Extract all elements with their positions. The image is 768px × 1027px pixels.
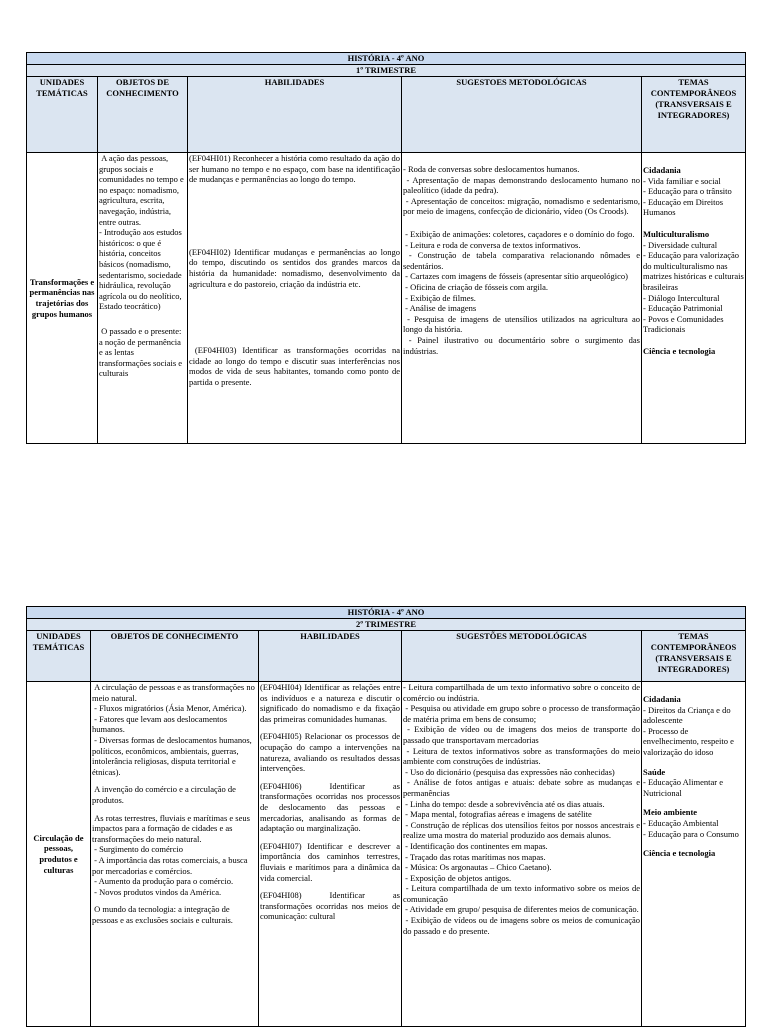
object-item: O mundo da tecnologia: a integração de pessoas e as exclusões sociais e culturais. [92, 904, 233, 925]
theme-item: - Diversidade cultural [643, 239, 718, 250]
objects-cell [98, 153, 188, 444]
themes-cell [642, 153, 746, 444]
suggestion-item: - Oficina de criação de fósseis com argila. [403, 281, 548, 292]
skill-item: (EF04HI08) Identificar as transformações ocorridas nos meios de comunicação: cultural [260, 890, 403, 922]
object-item: - Fluxos migratórios (Ásia Menor, América). [92, 703, 247, 714]
suggestion-item: - Pesquisa de imagens de utensílios utilizados na agricultura ao longo da história. [403, 313, 643, 335]
trimester-label: 2º TRIMESTRE [27, 619, 746, 631]
suggestions-cell [402, 682, 642, 1027]
suggestions-cell [402, 153, 642, 444]
suggestion-item: - Música: Os argonautas – Chico Caetano). [403, 862, 552, 873]
suggestion-item: - Construção de réplicas dos utensílios feitos por nossos ancestrais e realize uma mostra do material produzido aos demais alunos. [403, 819, 643, 841]
trimester-label: 1º TRIMESTRE [27, 65, 746, 77]
suggestion-item: - Painel ilustrativo ou documentário sobre o surgimento das indústrias. [403, 334, 643, 356]
header-unidades: UNIDADES TEMÁTICAS [27, 77, 98, 153]
skill-item: (EF04HI02) Identificar mudanças e permanências ao longo do tempo, discutindo os sentidos dos grandes marcos da história da humanidade: nomadismo, desenvolvimento da agricultura e do pastoreio, criação da indústria etc. [189, 246, 403, 289]
suggestion-item: - Leitura compartilhada de um texto informativo sobre os meios de comunicação [403, 883, 643, 904]
object-item: O passado e o presente: a noção de permanência e as lentas transformações sociais e culturais [99, 325, 185, 379]
plan-table-2nd-trimester [26, 606, 746, 1027]
table-title: HISTÓRIA - 4º ANO [27, 607, 746, 619]
skill-item: (EF04HI03) Identificar as transformações ocorridas na cidade ao longo do tempo e discutir suas interferências nos modos de vida de seus habitantes, tomando como ponto de partida o presente. [189, 345, 403, 387]
theme-heading: Saúde [643, 766, 666, 777]
theme-heading: Multiculturalismo [643, 228, 710, 239]
suggestion-item: - Leitura e roda de conversa de textos informativos. [403, 239, 581, 250]
themes-cell [642, 682, 746, 1027]
suggestion-item: - Traçado das rotas marítimas nos mapas. [403, 851, 546, 862]
theme-heading: Ciência e tecnologia [643, 345, 716, 356]
table-title: HISTÓRIA - 4º ANO [27, 53, 746, 65]
header-objetos: OBJETOS DE CONHECIMENTO [98, 77, 188, 153]
suggestion-item: - Identificação dos continentes em mapas. [403, 840, 548, 851]
object-item: - Introdução aos estudos históricos: o que é história, conceitos básicos (nomadismo, sedentarismo, sociedade hidráulica, revolução agrícola ou do neolítico, Estado teocrático) [99, 227, 184, 312]
theme-item: - Educação para o trânsito [643, 186, 732, 197]
theme-item: - Povos e Comunidades Tradicionais [643, 313, 726, 335]
theme-heading: Cidadania [643, 165, 681, 175]
suggestion-item: - Análise de fotos antigas e atuais: debate sobre as mudanças e permanências [403, 777, 643, 798]
theme-item: - Educação para o Consumo [643, 828, 739, 839]
skills-cell [188, 153, 402, 444]
theme-item: - Educação Alimentar e Nutricional [643, 777, 726, 798]
suggestion-item: - Leitura de textos informativos sobre as transformações do meio ambiente com construções de indústrias. [403, 745, 643, 767]
suggestion-item: - Exibição de vídeo ou de imagens dos meios de transporte do passado que transportavam mercadorias [403, 724, 643, 745]
header-temas: TEMAS CONTEMPORÂNEOS (TRANSVERSAIS E INTEGRADORES) [642, 77, 746, 153]
header-sugestoes: SUGESTOES METODOLÓGICAS [402, 77, 642, 153]
theme-item: - Vida familiar e social [643, 175, 721, 186]
suggestion-item: - Exibição de vídeos ou de imagens sobre os meios de comunicação do passado e do presente. [403, 915, 643, 936]
suggestion-item: - Cartazes com imagens de fósseis (apresentar sítio arqueológico) [403, 271, 628, 282]
skill-item: (EF04HI06) Identificar as transformações ocorridas nos processos de deslocamento das pessoas e mercadorias, analisando as formas de adaptação ou marginalização. [260, 780, 403, 834]
skill-item: (EF04HI04) Identificar as relações entre os indivíduos e a natureza e discutir o significado do nomadismo e da fixação das primeiras comunidades humanas. [260, 682, 403, 724]
suggestion-item: - Uso do dicionário (pesquisa das expressões não conhecidas) [403, 766, 615, 777]
theme-heading: Cidadania [643, 694, 681, 704]
objects-cell [91, 682, 259, 1027]
object-item: - Aumento da produção para o comércio. [92, 876, 234, 887]
suggestion-item: - Exposição de objetos antigos. [403, 872, 512, 883]
suggestion-item: - Apresentação de mapas demonstrando deslocamento humano no paleolítico (idade da pedra). [403, 174, 643, 196]
unit-cell: Transformações e permanências nas trajetórias dos grupos humanos [27, 153, 98, 444]
header-temas: TEMAS CONTEMPORÂNEOS (TRANSVERSAIS E INTEGRADORES) [642, 631, 746, 682]
object-item: A invenção do comércio e a circulação de produtos. [92, 784, 239, 805]
object-item: - A importância das rotas comerciais, a busca por mercadorias e comércios. [92, 854, 250, 876]
object-item: As rotas terrestres, fluviais e marítimas e seus impactos para a formação de cidades e as transformações do meio natural. [92, 812, 253, 844]
theme-item: - Diálogo Intercultural [643, 292, 720, 303]
skill-item: (EF04HI05) Relacionar os processos de ocupação do campo a intervenções na natureza, avaliando os resultados dessas intervenções. [260, 731, 403, 774]
suggestion-item: - Mapa mental, fotografias aéreas e imagens de satélite [403, 809, 592, 820]
suggestion-item: - Apresentação de conceitos: migração, nomadismo e sedentarismo, por meio de imagens, confecção de dicionário, vídeo (Os Croods). [403, 195, 643, 217]
object-item: - Novos produtos vindos da América. [92, 886, 222, 897]
suggestion-item: - Análise de imagens [403, 303, 477, 314]
suggestion-item: - Exibição de animações: coletores, caçadores e o domínio do fogo. [403, 228, 635, 239]
object-item: - Fatores que levam aos deslocamentos humanos. [92, 713, 230, 735]
header-habilidades: HABILIDADES [188, 77, 402, 153]
theme-item: - Direitos da Criança e do adolescente [643, 704, 733, 726]
suggestion-item: - Leitura compartilhada de um texto informativo sobre o conceito de comércio ou indústria. [403, 682, 643, 703]
suggestion-item: - Pesquisa ou atividade em grupo sobre o processo de transformação de matéria prima em bens de consumo; [403, 703, 643, 724]
suggestion-item: - Linha do tempo: desde a sobrevivência até os dias atuais. [403, 798, 605, 809]
theme-item: - Educação para valorização do multiculturalismo nas matrizes históricas e culturais brasileiras [643, 250, 746, 292]
skill-item: (EF04HI07) Identificar e descrever a importância dos caminhos terrestres, fluviais e marítimos para a dinâmica da vida comercial. [260, 840, 403, 883]
suggestion-item: - Construção de tabela comparativa relacionando nômades e sedentários. [403, 250, 643, 271]
header-sugestoes: SUGESTÕES METODOLÓGICAS [402, 631, 642, 682]
suggestion-item: - Roda de conversas sobre deslocamentos humanos. [403, 164, 580, 174]
object-item: - Surgimento do comércio [92, 844, 183, 855]
header-unidades: UNIDADES TEMÁTICAS [27, 631, 91, 682]
suggestion-item: - Exibição de filmes. [403, 292, 476, 303]
unit-cell: Circulação de pessoas, produtos e culturas [27, 682, 91, 1027]
theme-heading: Meio ambiente [643, 807, 698, 818]
theme-item: - Educação Ambiental [643, 817, 719, 828]
header-habilidades: HABILIDADES [259, 631, 402, 682]
theme-item: - Processo de envelhecimento, respeito e valorização do idoso [643, 725, 736, 757]
suggestion-item: - Atividade em grupo/ pesquisa de diferentes meios de comunicação. [403, 904, 639, 915]
skills-cell [259, 682, 402, 1027]
plan-table-1st-trimester [26, 52, 746, 444]
theme-heading: Ciência e tecnologia [643, 848, 716, 859]
header-objetos: OBJETOS DE CONHECIMENTO [91, 631, 259, 682]
object-item: - Diversas formas de deslocamentos humanos, políticos, econômicos, ambientais, guerras, intolerância religiosas, disputa territorial e étnicas). [92, 734, 254, 777]
theme-item: - Educação Patrimonial [643, 303, 723, 314]
object-item: A circulação de pessoas e as transformações no meio natural. [92, 682, 257, 703]
skill-item: (EF04HI01) Reconhecer a história como resultado da ação do ser humano no tempo e no espaço, com base na identificação de mudanças e permanências ao longo do tempo. [189, 153, 403, 185]
theme-item: - Educação em Direitos Humanos [643, 196, 726, 218]
object-item: A ação das pessoas, grupos sociais e comunidades no tempo e no espaço: nomadismo, agricultura, escrita, navegação, indústria, entre outras. [99, 153, 186, 227]
